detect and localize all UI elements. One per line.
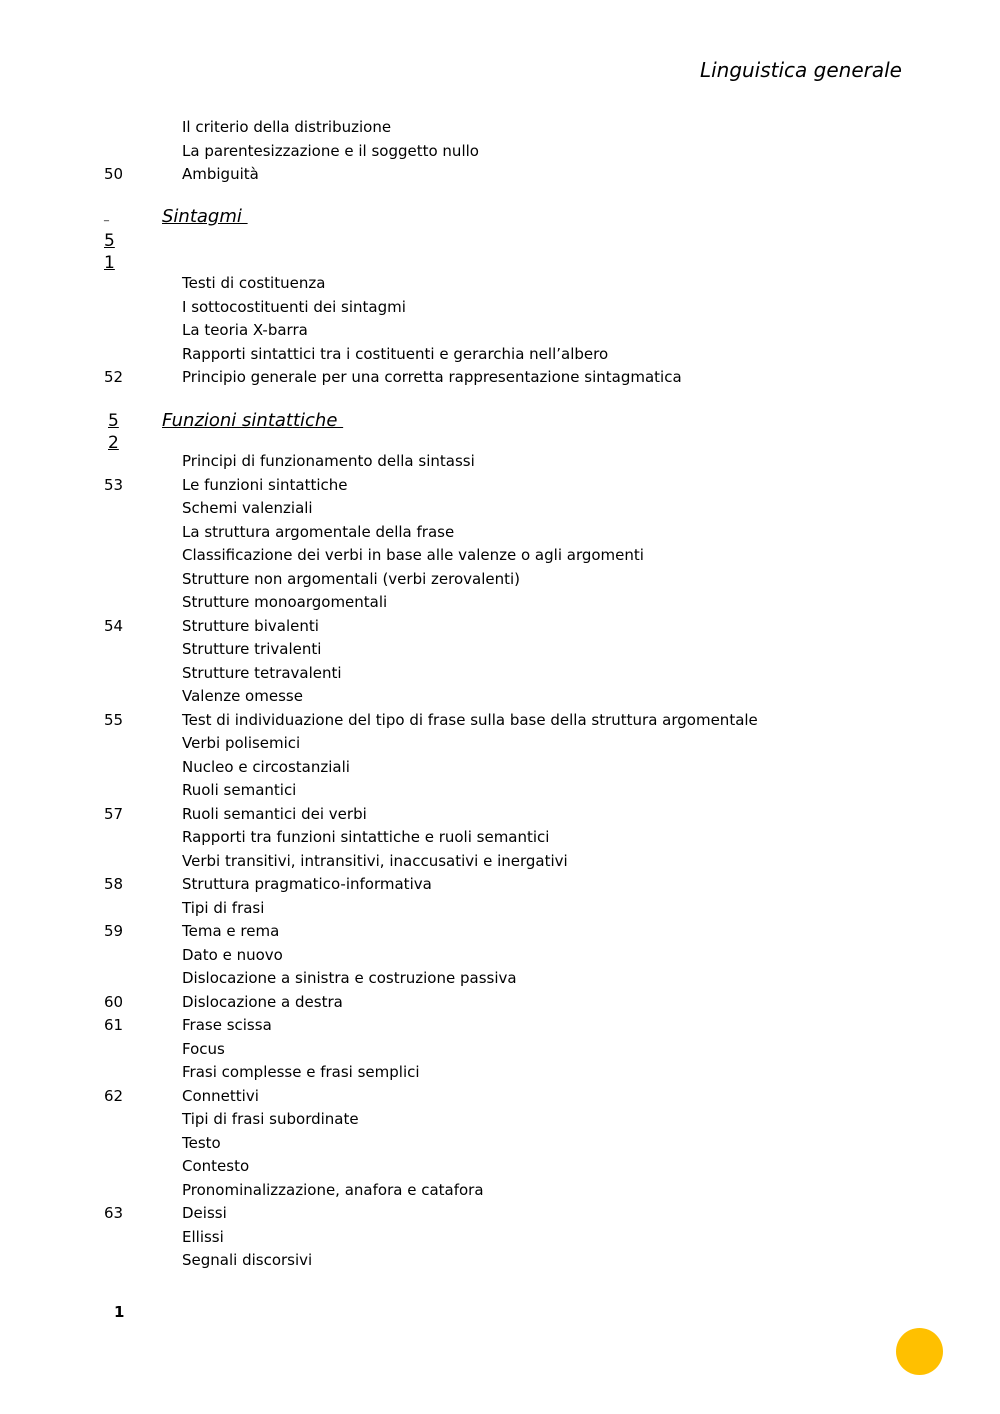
section-page-digit: 1 xyxy=(104,253,115,273)
toc-entry xyxy=(0,685,1000,708)
section-page-number xyxy=(108,410,128,454)
toc-entry-title: La struttura argomentale della frase xyxy=(182,523,455,541)
page-corner-dot xyxy=(896,1328,943,1375)
toc-entry xyxy=(0,615,1000,638)
toc-entry-title: Contesto xyxy=(182,1157,250,1175)
toc-entry-title: Rapporti tra funzioni sintattiche e ruoli semantici xyxy=(182,828,550,846)
toc-entry xyxy=(0,568,1000,591)
toc-entry-title: Classificazione dei verbi in base alle valenze o agli argomenti xyxy=(182,546,644,564)
toc-entry-title: Principi di funzionamento della sintassi xyxy=(182,452,475,470)
toc-entry-title: Testi di costituenza xyxy=(182,274,326,292)
toc-entry xyxy=(0,897,1000,920)
toc-entry-title: Valenze omesse xyxy=(182,687,303,705)
toc-entry xyxy=(0,1085,1000,1108)
toc-entry xyxy=(0,850,1000,873)
toc-entry-title: Ruoli semantici dei verbi xyxy=(182,805,367,823)
toc-entry xyxy=(0,1132,1000,1155)
toc-entry-title: Deissi xyxy=(182,1204,227,1222)
toc-entry-title: Rapporti sintattici tra i costituenti e gerarchia nell’albero xyxy=(182,345,609,363)
toc-entry-title: Le funzioni sintattiche xyxy=(182,476,348,494)
section-number-prefix: _ xyxy=(104,211,109,222)
toc-entry xyxy=(0,343,1000,366)
toc-entry-title: Focus xyxy=(182,1040,225,1058)
toc-entry-title: Il criterio della distribuzione xyxy=(182,118,392,136)
toc-entry-title: Testo xyxy=(182,1134,221,1152)
toc-entry-title: Dato e nuovo xyxy=(182,946,283,964)
toc-entry xyxy=(0,732,1000,755)
toc-entry xyxy=(0,474,1000,497)
toc-entry xyxy=(0,116,1000,139)
toc-entry xyxy=(0,638,1000,661)
toc-entry-title: Ellissi xyxy=(182,1228,224,1246)
toc-entry xyxy=(0,163,1000,186)
toc-entry-title: Tema e rema xyxy=(182,922,280,940)
toc-entry xyxy=(0,1061,1000,1084)
toc-entry-title: Struttura pragmatico-informativa xyxy=(182,875,432,893)
toc-entry xyxy=(0,1155,1000,1178)
toc-entry xyxy=(0,779,1000,802)
section-title: Funzioni sintattiche xyxy=(162,410,344,431)
toc-entry-title: Dislocazione a destra xyxy=(182,993,343,1011)
toc-entry xyxy=(0,544,1000,567)
toc-entry-title: Strutture trivalenti xyxy=(182,640,322,658)
toc-page-number: 63 xyxy=(104,1204,124,1222)
toc-entry xyxy=(0,1179,1000,1202)
toc-entry-title: Strutture monoargomentali xyxy=(182,593,388,611)
toc-entry xyxy=(0,991,1000,1014)
toc-page-number: 60 xyxy=(104,993,124,1011)
toc-page-number: 58 xyxy=(104,875,124,893)
toc-entry xyxy=(0,709,1000,732)
toc-entry xyxy=(0,272,1000,295)
toc-entry-title: Verbi transitivi, intransitivi, inaccusativi e inergativi xyxy=(182,852,568,870)
toc-page-number: 59 xyxy=(104,922,124,940)
toc-entry-title: Tipi di frasi subordinate xyxy=(182,1110,359,1128)
toc-entry xyxy=(0,1226,1000,1249)
toc-entry xyxy=(0,756,1000,779)
toc-entry-title: Connettivi xyxy=(182,1087,259,1105)
toc-entry xyxy=(0,450,1000,473)
section-page-number xyxy=(104,230,124,274)
toc-entry-title: Segnali discorsivi xyxy=(182,1251,313,1269)
toc-page-number: 57 xyxy=(104,805,124,823)
toc-entry-title: Ruoli semantici xyxy=(182,781,297,799)
toc-entry-title: Test di individuazione del tipo di frase sulla base della struttura argomentale xyxy=(182,711,758,729)
toc-entry xyxy=(0,662,1000,685)
toc-entry xyxy=(0,296,1000,319)
page-number: 1 xyxy=(114,1303,125,1321)
toc-entry xyxy=(0,920,1000,943)
toc-entry xyxy=(0,803,1000,826)
toc-entry xyxy=(0,967,1000,990)
toc-entry-title: La teoria X-barra xyxy=(182,321,308,339)
toc-page-number: 61 xyxy=(104,1016,124,1034)
toc-entry xyxy=(0,944,1000,967)
toc-entry xyxy=(0,591,1000,614)
toc-entry-title: La parentesizzazione e il soggetto nullo xyxy=(182,142,479,160)
toc-entry xyxy=(0,1014,1000,1037)
toc-entry-title: Dislocazione a sinistra e costruzione passiva xyxy=(182,969,517,987)
running-header-title: Linguistica generale xyxy=(699,58,902,82)
toc-entry xyxy=(0,1249,1000,1272)
toc-page-number: 50 xyxy=(104,165,124,183)
section-page-digit: 5 xyxy=(108,411,119,431)
toc-entry xyxy=(0,826,1000,849)
toc-entry xyxy=(0,319,1000,342)
toc-entry xyxy=(0,366,1000,389)
toc-entry-title: I sottocostituenti dei sintagmi xyxy=(182,298,406,316)
toc-entry xyxy=(0,1202,1000,1225)
toc-entry xyxy=(0,1108,1000,1131)
toc-page-number: 53 xyxy=(104,476,124,494)
toc-entry-title: Nucleo e circostanziali xyxy=(182,758,350,776)
toc-entry-title: Ambiguità xyxy=(182,165,259,183)
toc-page-number: 62 xyxy=(104,1087,124,1105)
toc-entry xyxy=(0,521,1000,544)
toc-entry xyxy=(0,873,1000,896)
toc-page-number: 52 xyxy=(104,368,124,386)
toc-entry-title: Frasi complesse e frasi semplici xyxy=(182,1063,420,1081)
toc-entry-title: Strutture tetravalenti xyxy=(182,664,342,682)
toc-entry-title: Frase scissa xyxy=(182,1016,272,1034)
toc-entry-title: Pronominalizzazione, anafora e catafora xyxy=(182,1181,484,1199)
toc-entry-title: Verbi polisemici xyxy=(182,734,301,752)
toc-page-number: 54 xyxy=(104,617,124,635)
toc-entry-title: Schemi valenziali xyxy=(182,499,313,517)
toc-entry xyxy=(0,497,1000,520)
section-page-digit: 5 xyxy=(104,231,115,251)
section-title: Sintagmi xyxy=(162,206,248,227)
toc-entry-title: Tipi di frasi xyxy=(182,899,265,917)
toc-entry xyxy=(0,140,1000,163)
toc-entry-title: Strutture non argomentali (verbi zerovalenti) xyxy=(182,570,521,588)
toc-entry-title: Principio generale per una corretta rappresentazione sintagmatica xyxy=(182,368,682,386)
section-page-digit: 2 xyxy=(108,433,119,453)
toc-entry-title: Strutture bivalenti xyxy=(182,617,319,635)
toc-page-number: 55 xyxy=(104,711,124,729)
toc-entry xyxy=(0,1038,1000,1061)
